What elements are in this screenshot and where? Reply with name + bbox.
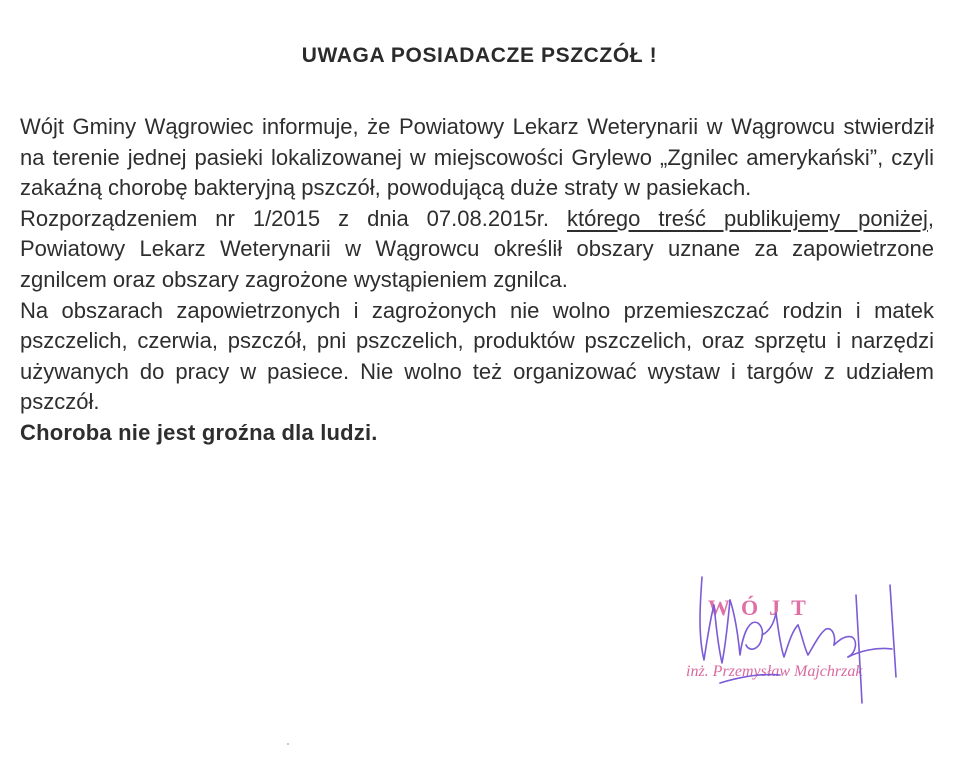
paragraph-restrictions: Na obszarach zapowietrzonych i zagrożonych nie wolno przemieszczać rodzin i matek pszczelich, czerwia, pszczół, pni pszczelich, produktów pszczelich, oraz sprzętu i narzędzi używanych do pracy w pasiece. Nie wolno też organizować wystaw i targów z udziałem pszczół.	[20, 297, 934, 415]
stamp-title: WÓJT	[708, 595, 817, 620]
official-stamp	[680, 565, 920, 705]
underlined-phrase: którego treść publikujemy poniżej	[566, 205, 928, 231]
handwritten-signature	[680, 565, 920, 705]
paragraph-regulation	[20, 204, 934, 296]
paragraph-announcement: Wójt Gminy Wągrowiec informuje, że Powiatowy Lekarz Weterynarii w Wągrowcu stwierdził na terenie jednej pasieki lokalizowanej w miejscowości Grylewo „Zgnilec amerykański”, czyli zakaźną chorobę bakteryjną pszczół, powodującą duże straty w pasiekach.	[20, 114, 934, 201]
document-body	[20, 112, 934, 449]
regulation-text-end: , Powiatowy Lekarz Weterynarii w Wągrowcu określił obszary uznane za zapowietrzone zgnilcem oraz obszary zagrożone wystąpieniem zgnilca.	[20, 205, 934, 292]
paragraph-safety-note: Choroba nie jest groźna dla ludzi.	[20, 419, 378, 445]
document-heading: UWAGA POSIADACZE PSZCZÓŁ !	[301, 44, 658, 67]
scan-speck	[287, 743, 289, 745]
stamp-name: inż. Przemysław Majchrzak	[686, 663, 863, 680]
regulation-text-start: Rozporządzeniem nr 1/2015 z dnia 07.08.2015r.	[20, 205, 567, 231]
